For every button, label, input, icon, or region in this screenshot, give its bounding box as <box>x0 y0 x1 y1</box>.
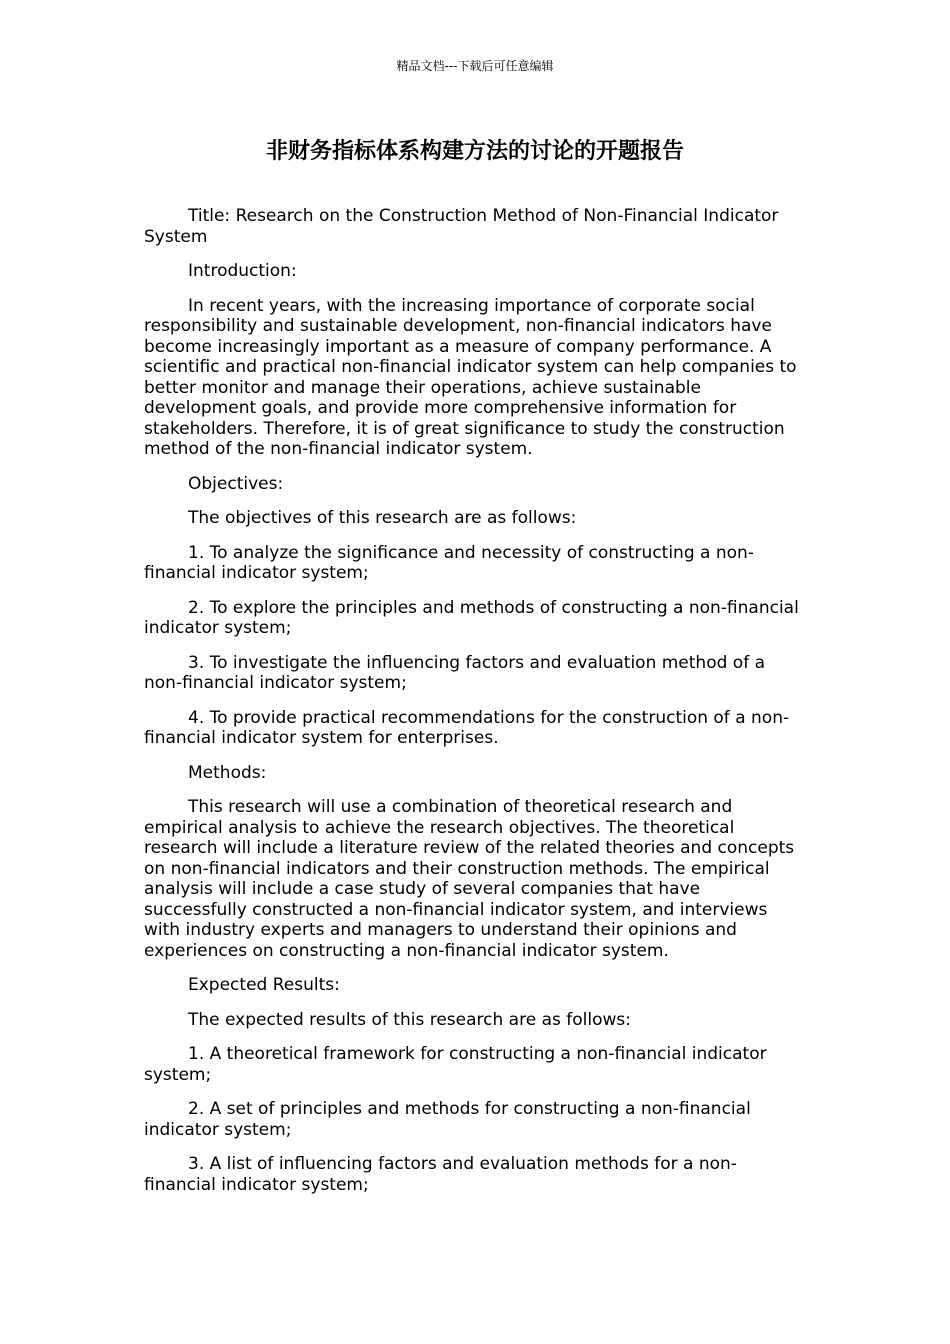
result-item-1: 1. A theoretical framework for constructing a non-financial indicator system; <box>144 1044 767 1085</box>
header-note: 精品文档---下载后可任意编辑 <box>396 59 554 73</box>
objective-item-4: 4. To provide practical recommendations for the construction of a non-financial indicator system for enterprises. <box>144 707 790 748</box>
paragraph-introduction: In recent years, with the increasing importance of corporate social responsibility and sustainable development, non-financial indicators have become increasingly important as a measure of company performance. A scientific and practical non-financial indicator system can help companies to better monitor and manage their operations, achieve sustainable development goals, and provide more comprehensive information for stakeholders. Therefore, it is of great significance to study the construction method of the non-financial indicator system. <box>144 295 797 459</box>
result-item-2: 2. A set of principles and methods for constructing a non-financial indicator system; <box>144 1099 751 1140</box>
heading-methods: Methods: <box>188 762 267 783</box>
document-body <box>144 206 808 1209</box>
document-title: 非财务指标体系构建方法的讨论的开题报告 <box>265 139 684 164</box>
paragraph-methods: This research will use a combination of theoretical research and empirical analysis to achieve the research objectives. The theoretical research will include a literature review of the related theories and concepts on non-financial indicators and their construction methods. The empirical analysis will include a case study of several companies that have successfully constructed a non-financial indicator system, and interviews with industry experts and managers to understand their opinions and experiences on constructing a non-financial indicator system. <box>144 797 795 961</box>
heading-objectives: Objectives: <box>188 473 284 494</box>
heading-expected-results: Expected Results: <box>188 975 340 995</box>
heading-introduction: Introduction: <box>188 261 297 281</box>
result-item-3: 3. A list of influencing factors and evaluation methods for a non-financial indicator system; <box>144 1154 737 1195</box>
paragraph-expected-results-intro: The expected results of this research are as follows: <box>188 1009 631 1030</box>
paragraph-objectives-intro: The objectives of this research are as follows: <box>188 508 577 528</box>
paragraph-title-line: Title: Research on the Construction Method of Non-Financial Indicator System <box>144 206 779 247</box>
objective-item-2: 2. To explore the principles and methods of constructing a non-financial indicator system; <box>144 597 799 638</box>
objective-item-3: 3. To investigate the influencing factors and evaluation method of a non-financial indicator system; <box>144 652 766 693</box>
objective-item-1: 1. To analyze the significance and necessity of constructing a non-financial indicator system; <box>144 542 754 583</box>
